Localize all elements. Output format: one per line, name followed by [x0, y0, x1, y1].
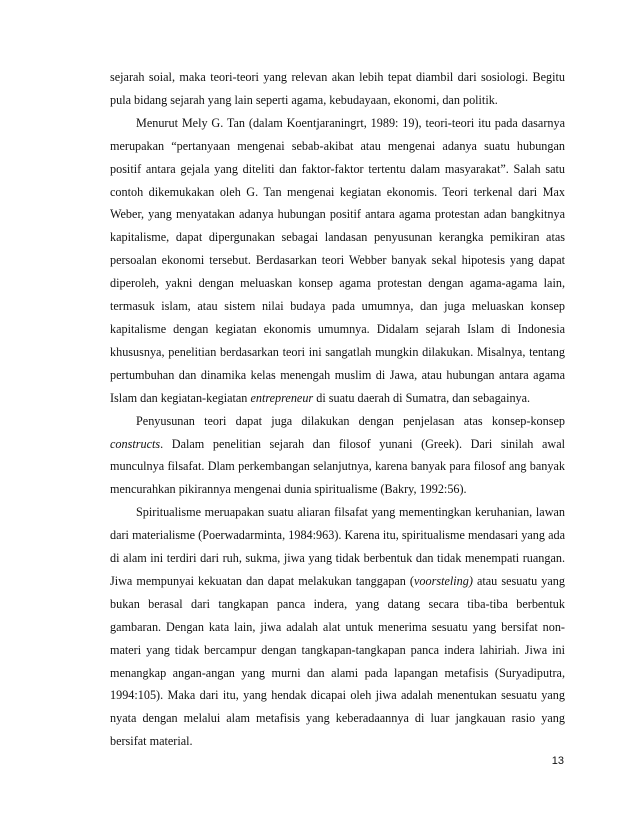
paragraph-2 — [110, 112, 565, 410]
paragraph-2-text-end: di suatu daerah di Sumatra, dan sebagainya. — [313, 390, 531, 405]
paragraph-3-text-end: . Dalam penelitian sejarah dan filosof yunani (Greek). Dari sinilah awal munculnya filsafat. Dlam perkembangan selanjutnya, karena banyak para filosof ang banyak mencurahkan pikirannya mengenai dunia spiritualisme (Bakry, 1992:56). — [110, 436, 565, 497]
body-text — [110, 66, 565, 753]
paragraph-2-italic-term: entrepreneur — [250, 390, 314, 405]
paragraph-4 — [110, 501, 565, 753]
paragraph-1 — [110, 66, 565, 112]
paragraph-4-text: Spiritualisme meruapakan suatu aliaran filsafat yang mementingkan keruhanian, lawan dari materialisme (Poerwadarminta, 1984:963). Karena itu, spiritualisme mendasari yang ada di alam ini terdiri dari ruh, sukma, jiwa yang tidak berbentuk dan tidak menempati ruangan. Jiwa mempunyai kekuatan dan dapat melakukan tanggapan ( — [110, 505, 565, 588]
paragraph-4-text-end: atau sesuatu yang bukan berasal dari tangkapan panca indera, yang datang secara tiba-tiba berbentuk gambaran. Dengan kata lain, jiwa adalah alat untuk menerima sesuatu yang bersifat non-materi yang tidak bercampur dengan tangkapan-tangkapan panca indera lahiriah. Jiwa ini menangkap angan-angan yang murni dan alami pada lapangan metafisis (Suryadiputra, 1994:105). Maka dari itu, yang hendak dicapai oleh jiwa adalah menentukan sesuatu yang nyata dengan melalui alam metafisis yang keberadaannya di luar jangkauan rasio yang bersifat material. — [110, 573, 565, 749]
paragraph-3-italic-term: constructs — [110, 436, 161, 451]
paragraph-1-text: sejarah soial, maka teori-teori yang relevan akan lebih tepat diambil dari sosiologi. Begitu pula bidang sejarah yang lain seperti agama, kebudayaan, ekonomi, dan politik. — [110, 70, 565, 107]
page-number: 13 — [551, 755, 564, 767]
paragraph-4-italic-term: voorsteling) — [414, 573, 473, 588]
paragraph-2-text: Menurut Mely G. Tan (dalam Koentjaraningrt, 1989: 19), teori-teori itu pada dasarnya merupakan “pertanyaan mengenai sebab-akibat atau mengenai adanya suatu hubungan positif antara gejala yang diteliti dan faktor-faktor tertentu dalam masyarakat”. Salah satu contoh dikemukakan oleh G. Tan mengenai kegiatan ekonomis. Teori terkenal dari Max Weber, yang menyatakan adanya hubungan positif antara agama protestan adan bangkitnya kapitalisme, dapat dipergunakan sebagai landasan penyusunan kerangka pemikiran atas persoalan ekonomi tersebut. Berdasarkan teori Webber banyak sekal hipotesis yang dapat diperoleh, yakni dengan meluaskan konsep agama protestan dengan agama-agama lain, termasuk islam, atau sistem nilai budaya pada umumnya, dan juga meluaskan konsep kapitalisme dengan kegiatan ekonomis umumnya. Didalam sejarah Islam di Indonesia khususnya, penelitian berdasarkan teori ini sangatlah mungkin dilakukan. Misalnya, tentang pertumbuhan dan dinamika kelas menengah muslim di Jawa, atau hubungan antara agama Islam dan kegiatan-kegiatan — [110, 115, 565, 405]
paragraph-3 — [110, 410, 565, 502]
paragraph-3-text: Penyusunan teori dapat juga dilakukan dengan penjelasan atas konsep-konsep — [136, 413, 565, 428]
